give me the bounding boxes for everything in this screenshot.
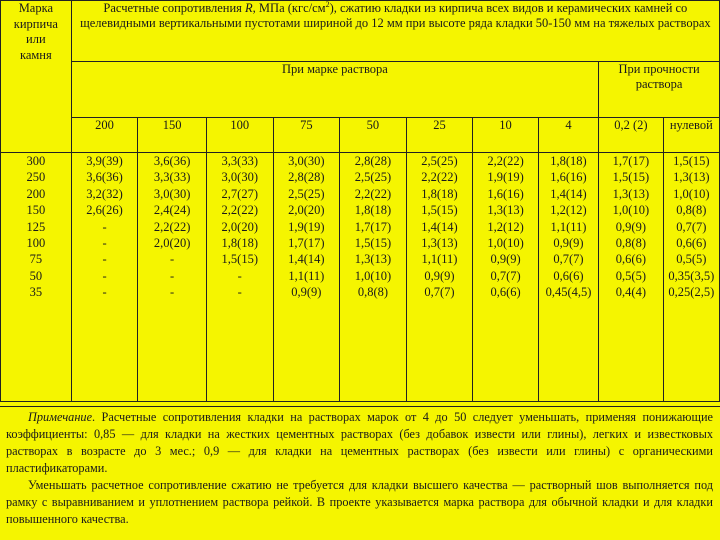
table-cell: 0,9(9) <box>424 268 455 283</box>
value-column <box>538 153 598 402</box>
table-cell: 2,0(20) <box>153 235 191 250</box>
table-cell: 0,7(7) <box>676 219 707 234</box>
table-cell: 1,6(16) <box>487 186 524 201</box>
brick-grade: 300 <box>26 154 46 168</box>
marka-line: кирпича <box>13 16 58 31</box>
table-cell: 2,2(22) <box>487 154 524 168</box>
column-header: 4 <box>538 118 598 153</box>
table-cell: - <box>170 285 175 300</box>
table-cell: 1,3(13) <box>421 235 458 250</box>
table-cell: 2,4(24) <box>153 203 191 218</box>
table-cell: 1,0(10) <box>673 186 710 201</box>
table-cell: 1,4(14) <box>421 219 458 234</box>
value-column <box>206 153 273 402</box>
table-cell: 0,9(9) <box>291 285 322 300</box>
table-cell: 1,3(13) <box>487 203 524 218</box>
table-cell: 3,6(36) <box>86 170 123 185</box>
table-cell: 0,7(7) <box>424 285 455 300</box>
table-cell: - <box>170 252 175 267</box>
table-cell: 3,2(32) <box>86 186 123 201</box>
table-cell: 2,5(25) <box>421 154 458 168</box>
table-cell: 1,0(10) <box>612 203 650 218</box>
table-cell: 1,5(15) <box>421 203 458 218</box>
column-header: 100 <box>206 118 273 153</box>
grade-group-header: При марке раствора <box>71 62 598 118</box>
brick-grade: 50 <box>29 268 43 283</box>
brick-grade: 35 <box>29 285 43 300</box>
brick-grade: 125 <box>26 219 46 234</box>
table-cell: 3,0(30) <box>153 186 191 201</box>
table-cell: 0,4(4) <box>615 285 646 300</box>
table-cell: 1,0(10) <box>354 268 392 283</box>
table-cell: 1,4(14) <box>550 186 587 201</box>
value-column <box>340 153 407 402</box>
table-cell: 1,0(10) <box>487 235 524 250</box>
table-cell: 1,7(17) <box>354 219 392 234</box>
table-cell: 0,9(9) <box>490 252 521 267</box>
table-cell: 1,6(16) <box>550 170 587 185</box>
table-cell: 1,5(15) <box>612 170 650 185</box>
value-column <box>273 153 340 402</box>
table-cell: 1,5(15) <box>673 154 710 168</box>
column-header: 10 <box>473 118 539 153</box>
table-cell: 2,5(25) <box>354 170 392 185</box>
table-cell: 0,6(6) <box>553 268 584 283</box>
table-cell: 1,8(18) <box>221 235 258 250</box>
table-cell: 0,6(6) <box>615 252 646 267</box>
table-cell: 0,6(6) <box>490 285 521 300</box>
table-title: Расчетные сопротивления R, МПа $(кгс/см^2)$, сжатию кладки из кирпича всех видов и керамических камней со щелевидными вертикальными пустотами шириной до 12 мм при высоте ряда кладки 50-150 мм на тяжелых растворах <box>71 1 719 62</box>
marka-line: камня <box>19 47 52 62</box>
table-cell: 1,1(11) <box>288 268 325 283</box>
table-cell: 3,6(36) <box>153 154 191 168</box>
table-cell: 0,7(7) <box>490 268 521 283</box>
table-cell: 2,0(20) <box>288 203 325 218</box>
table-cell: 1,8(18) <box>354 203 392 218</box>
brick-grade: 200 <box>26 186 46 201</box>
table-cell: 0,8(8) <box>676 203 707 218</box>
value-column <box>473 153 539 402</box>
table-cell: 3,3(33) <box>153 170 191 185</box>
note-paragraph: Уменьшать расчетное сопротивление сжатию не требуется для кладки высшего качества — растворный шов выполняется под рамку с выравниванием и уплотнением раствора рейкой. В проекте указывается марка раствора для обычной кладки и для кладки повышенного качества. <box>6 478 713 526</box>
table-cell: - <box>237 285 242 300</box>
table-cell: 1,7(17) <box>612 154 650 168</box>
brick-grade: 75 <box>29 252 43 267</box>
column-header: 75 <box>273 118 340 153</box>
table-cell: 2,2(22) <box>421 170 458 185</box>
table-cell: 0,5(5) <box>676 252 707 267</box>
brick-grade: 100 <box>26 235 46 250</box>
marka-line: или <box>26 32 46 46</box>
table-cell: 1,9(19) <box>288 219 325 234</box>
table-cell: 2,6(26) <box>86 203 123 218</box>
value-column <box>406 153 473 402</box>
table-cell: 1,1(11) <box>550 219 587 234</box>
brick-grade: 250 <box>26 170 46 185</box>
table-cell: 1,7(17) <box>288 235 325 250</box>
column-header: 150 <box>138 118 207 153</box>
table-cell: - <box>102 268 107 283</box>
value-column <box>663 153 719 402</box>
column-header: нулевой <box>663 118 719 153</box>
note-label: Примечание <box>28 410 93 424</box>
table-cell: 1,2(12) <box>487 219 524 234</box>
table-cell: 1,2(12) <box>550 203 587 218</box>
table-cell: - <box>102 285 107 300</box>
table-cell: 2,2(22) <box>354 186 392 201</box>
column-header: 0,2 (2) <box>599 118 664 153</box>
table-cell: 2,8(28) <box>288 170 325 185</box>
table-cell: 2,2(22) <box>221 203 258 218</box>
table-cell: 2,0(20) <box>221 219 258 234</box>
table-cell: 0,5(5) <box>615 268 646 283</box>
value-column <box>71 153 138 402</box>
table-cell: 0,9(9) <box>615 219 646 234</box>
column-header: 25 <box>406 118 473 153</box>
value-column <box>138 153 207 402</box>
table-cell: 2,5(25) <box>288 186 325 201</box>
table-cell: 1,5(15) <box>221 252 258 267</box>
table-cell: 1,8(18) <box>421 186 458 201</box>
table-cell: 3,9(39) <box>86 154 123 168</box>
table-cell: 0,8(8) <box>615 235 646 250</box>
table-cell: 1,5(15) <box>354 235 392 250</box>
table-cell: 0,8(8) <box>357 285 389 300</box>
table-cell: 3,0(30) <box>288 154 325 168</box>
table-cell: - <box>170 268 175 283</box>
table-cell: 2,2(22) <box>153 219 191 234</box>
table-cell: 3,3(33) <box>221 154 258 168</box>
table-cell: 0,6(6) <box>676 235 707 250</box>
table-cell: - <box>102 235 107 250</box>
table-cell: 1,4(14) <box>288 252 325 267</box>
table-cell: 0,7(7) <box>553 252 584 267</box>
marka-line: Марка <box>18 1 54 15</box>
strength-group-header: При прочности раствора <box>599 62 720 118</box>
table-cell: 3,0(30) <box>221 170 258 185</box>
note-paragraph: Примечание. Расчетные сопротивления кладки на растворах марок от 4 до 50 следует уменьшать, применяя понижающие коэффициенты: 0,85 — для кладки на жестких цементных растворах (без добавок извести или глины), легких и известковых растворах в возрасте до 3 мес.; 0,9 — для кладки на цементных растворах (без извести или глины) с органическими пластификаторами. <box>6 410 713 475</box>
table-cell: 1,8(18) <box>550 154 587 168</box>
table-cell: 1,3(13) <box>612 186 650 201</box>
table-cell: 0,35(3,5) <box>668 268 715 283</box>
note-block <box>0 406 720 540</box>
marka-header <box>1 1 72 153</box>
brick-grade: 150 <box>26 203 46 218</box>
table-cell: 1,9(19) <box>487 170 524 185</box>
table-cell: 0,25(2,5) <box>668 285 715 300</box>
table-cell: 2,8(28) <box>354 154 392 168</box>
brick-grade-column <box>1 153 72 402</box>
column-header: 50 <box>340 118 407 153</box>
table-cell: 1,3(13) <box>354 252 392 267</box>
column-header: 200 <box>71 118 138 153</box>
table-cell: 2,7(27) <box>221 186 258 201</box>
table-cell: 0,9(9) <box>553 235 584 250</box>
table-cell: - <box>102 219 107 234</box>
table-cell: 1,3(13) <box>673 170 710 185</box>
value-column <box>599 153 664 402</box>
table-cell: 0,45(4,5) <box>545 285 592 300</box>
table-cell: 1,1(11) <box>421 252 458 267</box>
table-cell: - <box>102 252 107 267</box>
table-cell: - <box>237 268 242 283</box>
